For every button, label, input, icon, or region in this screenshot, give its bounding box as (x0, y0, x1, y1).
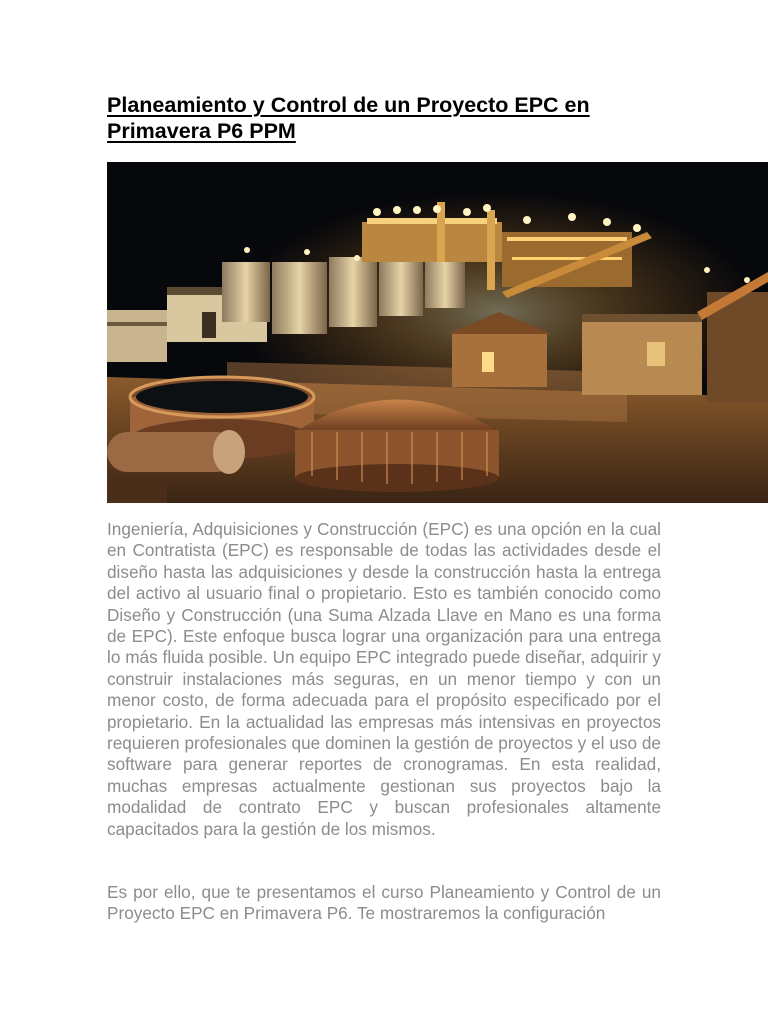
hero-image (107, 162, 768, 503)
body-paragraph: Es por ello, que te presentamos el curso Planeamiento y Control de un Proyecto EPC en Primavera P6. Te mostraremos la configuración (107, 882, 661, 924)
document-title: Planeamiento y Control de un Proyecto EPC en Primavera P6 PPM (107, 93, 590, 143)
industrial-plant-photo-icon (107, 162, 768, 503)
body-paragraph: Ingeniería, Adquisiciones y Construcción (EPC) es una opción en la cual en Contratista (EPC) es responsable de todas las actividades desde el diseño hasta las adquisiciones y desde la construcción hasta la entrega del activo al usuario final o propietario. Esto es también conocido como Diseño y Construcción (una Suma Alzada Llave en Mano es una forma de EPC). Este enfoque busca lograr una organización para una entrega lo más fluida posible. Un equipo EPC integrado puede diseñar, adquirir y construir instalaciones más seguras, en un menor tiempo y con un menor costo, de forma adecuada para el propósito especificado por el propietario. En la actualidad las empresas más intensivas en proyectos requieren profesionales que dominen la gestión de proyectos y el uso de software para generar reportes de cronogramas. En esta realidad, muchas empresas actualmente gestionan sus proyectos bajo la modalidad de contrato EPC y buscan profesionales altamente capacitados para la gestión de los mismos. (107, 519, 661, 839)
